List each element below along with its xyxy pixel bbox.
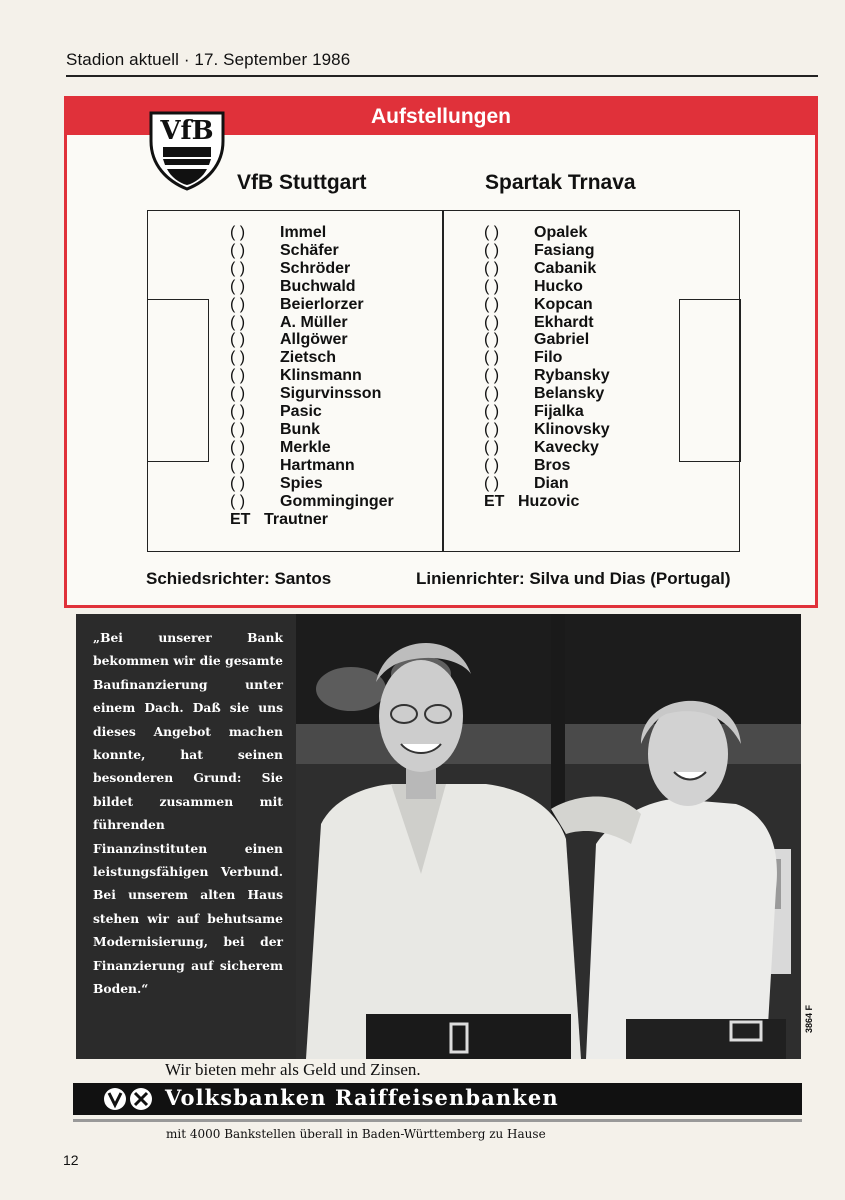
player-name: Spies <box>280 474 323 492</box>
home-player <box>230 493 394 511</box>
number-placeholder: ( ) <box>484 224 500 241</box>
bank-advertisement <box>76 614 814 1059</box>
number-placeholder: ( ) <box>230 385 246 403</box>
player-name: Zietsch <box>280 349 337 367</box>
player-name: Merkle <box>280 438 331 456</box>
number-placeholder: ( ) <box>230 456 246 474</box>
photo-code: 3864 F <box>803 1004 814 1034</box>
away-player <box>484 367 610 385</box>
crest-lettering: VfB <box>160 116 214 146</box>
lineup-panel <box>64 96 818 608</box>
player-name: Gomminginger <box>280 492 394 510</box>
away-player <box>484 314 610 332</box>
home-player <box>230 224 394 242</box>
away-player <box>484 457 610 475</box>
player-name: Kopcan <box>534 295 593 313</box>
volksbank-logo-icon <box>103 1087 155 1111</box>
penalty-box-right <box>679 299 741 462</box>
player-name: Belansky <box>534 385 605 403</box>
referee: Schiedsrichter: Santos <box>146 569 332 588</box>
away-player <box>484 242 610 260</box>
home-player <box>230 314 394 332</box>
player-name: Pasic <box>280 403 322 421</box>
number-placeholder: ( ) <box>484 241 500 259</box>
player-name: Bros <box>534 456 571 474</box>
lineup-title: Aufstellungen <box>67 99 815 135</box>
number-placeholder: ( ) <box>484 367 500 385</box>
number-placeholder: ( ) <box>484 295 500 313</box>
number-placeholder: ( ) <box>484 420 500 438</box>
number-placeholder: ( ) <box>230 224 246 241</box>
number-placeholder: ( ) <box>484 331 500 349</box>
player-name: Schäfer <box>280 241 339 259</box>
player-name: Kavecky <box>534 438 599 456</box>
away-player <box>484 475 610 493</box>
away-player <box>484 260 610 278</box>
linesmen: Linienrichter: Silva und Dias (Portugal) <box>416 569 731 588</box>
home-player <box>230 385 394 403</box>
vfb-crest-icon <box>147 107 227 191</box>
home-player <box>230 403 394 421</box>
away-player-list <box>484 224 610 511</box>
number-placeholder: ( ) <box>230 241 246 259</box>
player-name: Hucko <box>534 277 583 295</box>
home-player <box>230 242 394 260</box>
home-team-name: VfB Stuttgart <box>237 171 367 194</box>
player-name: Sigurvinsson <box>280 385 382 403</box>
player-name: Opalek <box>534 224 588 241</box>
number-placeholder: ( ) <box>484 313 500 331</box>
number-placeholder: ( ) <box>484 277 500 295</box>
number-placeholder: ( ) <box>484 474 500 492</box>
number-placeholder: ( ) <box>230 313 246 331</box>
number-placeholder: ( ) <box>484 385 500 403</box>
player-name: Dian <box>534 474 569 492</box>
away-player <box>484 403 610 421</box>
home-player <box>230 349 394 367</box>
reserve-name: Trautner <box>264 510 329 528</box>
player-name: Klinovsky <box>534 420 610 438</box>
away-player <box>484 439 610 457</box>
bank-underline <box>73 1119 802 1122</box>
home-player <box>230 421 394 439</box>
home-player <box>230 475 394 493</box>
away-player <box>484 278 610 296</box>
away-player <box>484 331 610 349</box>
ad-slogan: Wir bieten mehr als Geld und Zinsen. <box>165 1060 421 1079</box>
number-placeholder: ( ) <box>230 349 246 367</box>
player-name: Fijalka <box>534 403 584 421</box>
home-player <box>230 367 394 385</box>
player-name: Schröder <box>280 259 351 277</box>
away-team-name: Spartak Trnava <box>485 171 636 194</box>
penalty-box-left <box>147 299 209 462</box>
number-placeholder: ( ) <box>230 474 246 492</box>
number-placeholder: ( ) <box>230 492 246 510</box>
couple-photo <box>296 614 801 1059</box>
page-header: Stadion aktuell · 17. September 1986 <box>66 50 351 69</box>
player-name: Gabriel <box>534 331 590 349</box>
away-reserve <box>484 493 610 511</box>
number-placeholder: ( ) <box>230 331 246 349</box>
player-name: Beierlorzer <box>280 295 364 313</box>
number-placeholder: ( ) <box>484 456 500 474</box>
ad-quote: „Bei unserer Bank bekommen wir die gesamte Baufinanzierung unter einem Dach. Daß sie uns dieses Angebot machen konnte, hat seinen besonderen Grund: Sie bildet zusammen mit führenden Finanzinstituten einen leistungsfähigen Verbund. Bei unserem alten Haus stehen wir auf behutsame Modernisierung, bei der Finanzierung auf sicherem Boden.“ <box>93 630 283 997</box>
home-player <box>230 331 394 349</box>
number-placeholder: ( ) <box>484 403 500 421</box>
number-placeholder: ( ) <box>484 259 500 277</box>
home-player <box>230 296 394 314</box>
pitch-midline <box>442 211 444 551</box>
player-name: Fasiang <box>534 241 595 259</box>
player-name: Buchwald <box>280 277 356 295</box>
player-name: A. Müller <box>280 313 348 331</box>
reserve-name: Huzovic <box>518 492 580 510</box>
number-placeholder: ( ) <box>230 295 246 313</box>
player-name: Cabanik <box>534 259 597 277</box>
ad-quote-panel <box>76 614 296 1059</box>
player-name: Klinsmann <box>280 367 362 385</box>
home-player <box>230 260 394 278</box>
reserve-label: ET <box>230 510 251 528</box>
number-placeholder: ( ) <box>484 438 500 456</box>
bank-banner <box>73 1083 802 1115</box>
away-player <box>484 349 610 367</box>
player-name: Allgöwer <box>280 331 348 349</box>
player-name: Rybansky <box>534 367 610 385</box>
player-name: Ekhardt <box>534 313 594 331</box>
bank-name: Volksbanken Raiffeisenbanken <box>165 1085 559 1110</box>
number-placeholder: ( ) <box>230 438 246 456</box>
number-placeholder: ( ) <box>230 277 246 295</box>
page-number: 12 <box>63 1152 79 1168</box>
number-placeholder: ( ) <box>230 403 246 421</box>
player-name: Bunk <box>280 420 320 438</box>
player-name: Immel <box>280 224 327 241</box>
bank-subline: mit 4000 Bankstellen überall in Baden-Württemberg zu Hause <box>166 1127 546 1141</box>
reserve-label: ET <box>484 492 505 510</box>
player-name: Filo <box>534 349 563 367</box>
number-placeholder: ( ) <box>484 349 500 367</box>
header-rule <box>66 75 818 77</box>
away-player <box>484 296 610 314</box>
home-player <box>230 457 394 475</box>
player-name: Hartmann <box>280 456 355 474</box>
away-player <box>484 421 610 439</box>
number-placeholder: ( ) <box>230 259 246 277</box>
home-player <box>230 278 394 296</box>
home-player-list <box>230 224 394 528</box>
number-placeholder: ( ) <box>230 367 246 385</box>
away-player <box>484 224 610 242</box>
home-player <box>230 439 394 457</box>
home-reserve <box>230 511 394 529</box>
number-placeholder: ( ) <box>230 420 246 438</box>
away-player <box>484 385 610 403</box>
